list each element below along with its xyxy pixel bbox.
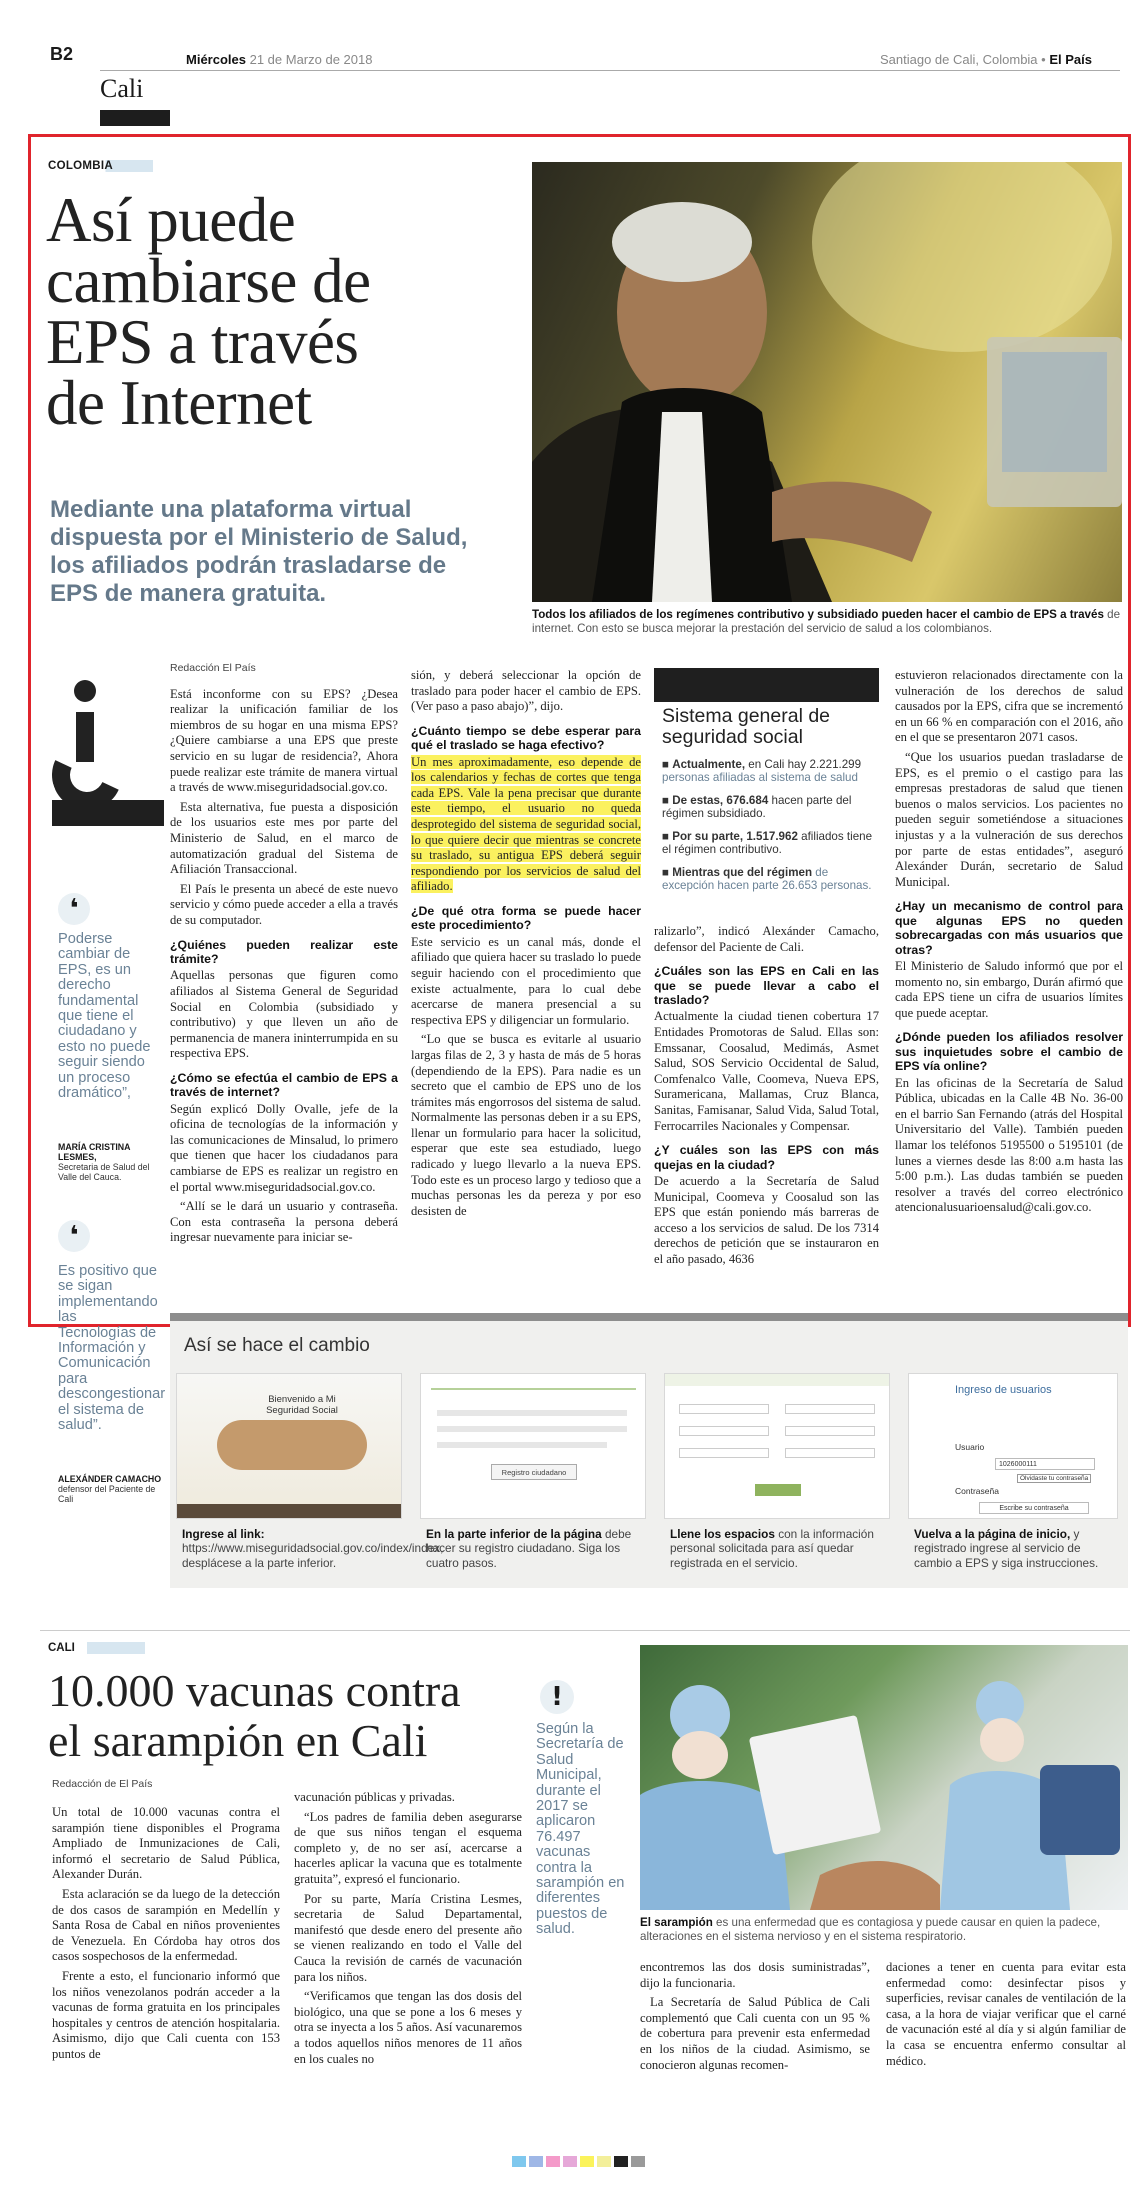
hands-illustration [217,1420,367,1470]
infobox-item-4-bold: Mientras que del régimen [672,866,813,879]
article2-photo [640,1645,1128,1910]
article1-column-3 [654,924,879,1272]
col3-p1: ralizarlo”, indicó Alexánder Camacho, defensor del Paciente de Cali. [654,924,879,954]
a2-col2-p3: Por su parte, María Cristina Lesmes, secretaria de Salud Departamental, manifestó que desde enero del presente año se vienen realizando en todo el Valle del Cauca la revisión de carnés de vacunación para los niños. [294,1891,522,1984]
a2-col3-p1: encontremos las dos dosis suministradas”, dijo la funcionaria. [640,1960,870,1990]
col2-question-2: ¿De qué otra forma se puede hacer este procedimiento? [411,903,641,933]
masthead-day: Miércoles [186,52,246,67]
a2-col1-p3: Frente a esto, el funcionario informó que los niños venezolanos podrán acceder a la vacunas de forma gratuita en los principales hospitales y centros de atención hospitalaria. Asimismo, dijo que Cali cuenta con 153 puntos de [52,1968,280,2061]
infobox-item-1: ■ Actualmente, en Cali hay 2.221.299 personas afiliadas al sistema de salud [654,758,879,784]
screen3-field-3 [679,1426,769,1436]
section-label: Cali [100,74,144,103]
article2-photo-caption [640,1916,1128,1945]
col4-question-1: ¿Hay un mecanismo de control para que algunas EPS no queden sobrecargadas con más usuarios que otras? [895,899,1123,957]
col1-p5: Según explicó Dolly Ovalle, jefe de la oficina de tecnologías de la información y las comunicaciones de Minsalud, lo primero que tienen que hacer los ciudadanos para cambiarse de EPS es realizar un registro en el portal www.miseguridadsocial.gov.co. [170,1101,398,1194]
article2-headline-line-1: 10.000 vacunas contra [48,1665,461,1716]
step-2-bold: En la parte inferior de la página [426,1527,602,1541]
caption-rest: de internet. Con esto se busca mejorar la prestación del servicio de salud a los colombianos. [532,608,1121,636]
howto-step-1 [182,1527,444,1570]
screen2-form-line-2 [437,1426,627,1432]
article2-caption-bold: El sarampión [640,1916,713,1929]
screen3-header [665,1374,889,1386]
howto-screenshot-4 [908,1373,1118,1519]
screen3-field-2 [785,1404,875,1414]
swatch-yellow-2 [597,2156,611,2167]
headline-line-1: Así puede [46,185,296,255]
infobox-item-2-bold: De estas, 676.684 [672,794,769,807]
screen3-field-4 [785,1426,875,1436]
masthead-date [186,52,372,67]
step-1-text: https://www.miseguridadsocial.gov.co/index/index, desplácese a la parte inferior. [182,1541,444,1570]
col4-p2: “Que los usuarios puedan trasladarse de EPS, es el premio o el castigo para las empresas prestadoras de salud que tienen buenos o malos servicios. Los pacientes no pueden seguir sometiéndose a situaciones injustas y a la vulneración de sus derechos por parte de estas entidades”, aseguró Alexánder Durán, secretario de Salud Municipal. [895,749,1123,889]
infobox-item-3: ■ Por su parte, 1.517.962 afiliados tiene el régimen contributivo. [662,830,873,856]
vaccination-scene [640,1645,1128,1910]
screen4-user-input[interactable]: 1026000111 [995,1458,1095,1470]
col3-p3: De acuerdo a la Secretaría de Salud Municipal, Coomeva y Coosalud son las EPS que están poniendo más barreras de acceso a los servicios de salud. De los 7314 derechos de petición que se instauraron en el año pasado, 4636 [654,1173,879,1266]
howto-step-3 [670,1527,890,1570]
exclamation-icon: ! [540,1680,574,1714]
print-color-bar [512,2156,645,2167]
infobox-item-1-bold: Actualmente, [672,758,746,771]
screen1-footer-bar [177,1504,401,1518]
masthead-date-text: 21 de Marzo de 2018 [249,52,373,67]
headline-line-3: EPS a través [46,307,359,377]
infobox [654,668,879,896]
howto-screenshot-2 [420,1373,646,1519]
article1-photo-caption [532,608,1122,637]
subhead-line-1: Mediante una plataforma virtual [50,496,412,523]
col4-p3: El Ministerio de Saludo informó que por el momento no, sin embargo, Durán afirmó que cada EPS tiene un cifra de usuarios límites que puede aceptar. [895,958,1123,1020]
screen3-field-1 [679,1404,769,1414]
col1-p4: Aquellas personas que figuren como afiliados al Sistema General de Seguridad Social en Colombia (subsidiado y contributivo) y que lleven un año de permanencia de manera ininterrumpida en su respectiva EPS. [170,968,398,1061]
col3-question-2: ¿Y cuáles son las EPS con más quejas en la ciudad? [654,1143,879,1172]
article2-top-rule [40,1630,1130,1631]
swatch-cyan [512,2156,526,2167]
col4-p4: En las oficinas de la Secretaría de Salud Pública, ubicadas en la Calle 4B No. 36-00 en el barrio San Fernando (atrás del Hospital Universitario del Valle). También pueden llamar los teléfonos 5195500 o 5195101 (de lunes a viernes desde las 8:00 a.m hasta las 5:00 p.m.). Las dudas también se pueden resolver a través del correo electrónico atencionalusuarioensalud@cali.gov.co. [895,1075,1123,1215]
howto-step-2 [426,1527,646,1570]
pull-quote-2-credit [58,1468,164,1504]
article1-byline: Redacción El País [170,662,256,674]
infobox-bar [654,668,879,702]
headline-line-4: de Internet [46,368,312,438]
infobox-item-3-bold: Por su parte, 1.517.962 [672,830,798,843]
a2-col4-p1: daciones a tener en cuenta para evitar esta enfermedad como: desinfectar pisos y superficies, revisar canales de ventilación de la casa, a la hora de viajar verificar que el carné de vacunación esté al día y si algún familiar de la casa se encuentra enfermo consultar al médico. [886,1960,1126,2068]
col2-p4: “Lo que se busca es evitarle al usuario largas filas de 2, 3 y hasta de más de 5 horas (dependiendo de la EPS). Para nadie es un secreto que el cambio de EPS uno de los trámites más engorrosos del sistema de salud. Normalmente las personas deben ir a su EPS, llenar un formulario para hacer la solicitud, esperar que este sea estudiado, luego radicado y luego llevarlo a la nueva EPS. Todo este es un proceso largo y tedioso que a muchas personas les da pereza y por eso desisten de [411,1032,641,1218]
article2-column-3 [640,1960,870,2077]
masthead-city: Santiago de Cali, Colombia [880,52,1038,67]
pull-quote-1-credit [58,1136,164,1182]
pull-quote-2-name: ALEXÁNDER CAMACHO [58,1474,162,1484]
article2-column-4 [886,1960,1126,2073]
col4-p1: estuvieron relacionados directamente con la vulneración de los derechos de salud causados por la EPS, cifra que se incrementó en un 66 % en comparación con el 2016, año en el que se presentaron 2071 casos. [895,668,1123,745]
quote-open-icon-2: ❛ [58,1220,90,1252]
article2-headline [48,1666,608,1766]
howto-step-4 [914,1527,1118,1570]
masthead-location: Santiago de Cali, Colombia • El País [880,52,1092,67]
article2-caption-rest: es una enfermedad que es contagiosa y puede causar en quien la padece, alteraciones en el sistema nervioso y en el sistema respiratorio. [640,1916,1101,1944]
screen1-title: Bienvenido a Mi Seguridad Social [266,1394,338,1416]
article1-column-2 [411,668,641,1223]
subhead-line-2: dispuesta por el Ministerio de Salud, [50,524,468,551]
screen2-progress [431,1388,636,1398]
screen4-title: Ingreso de usuarios [955,1384,1052,1396]
pull-quote-2: Es positivo que se sigan implementando las Tecnologías de Información y Comunicación para descongestionar el sistema de salud”. [58,1263,166,1434]
a2-col2-p4: “Verificamos que tengan las dos dosis del biológico, una que se pone a los 6 meses y otra se inyecta a los 5 años. Así vacunaremos a todos aquellos niños menores de 11 años en los cuales no [294,1989,522,2066]
sidebar-bar [52,800,164,826]
col4-question-2: ¿Dónde pueden los afiliados resolver sus inquietudes sobre el cambio de EPS vía online? [895,1030,1123,1074]
caption-bold: Todos los afiliados de los regímenes contributivo y subsidiado pueden hacer el cambio de EPS a través [532,608,1104,621]
a2-col1-p1: Un total de 10.000 vacunas contra el sarampión tiene disponibles el Programa Ampliado de Inmunizaciones de Cali, informó el secretario de Salud Pública, Alexander Durán. [52,1805,280,1882]
swatch-black [614,2156,628,2167]
screen4-forgot-link[interactable]: Olvidaste tu contraseña [1017,1474,1091,1483]
article2-pull-quote: Según la Secretaría de Salud Municipal, durante el 2017 se aplicaron 76.497 vacunas contra la sarampión en diferentes puestos de salud. [536,1721,625,1938]
screen4-user-label: Usuario [955,1442,985,1452]
subhead-line-3: los afiliados podrán trasladarse de [50,552,447,579]
infobox-item-3-text: afiliados tiene el régimen contributivo. [662,830,873,856]
infobox-item-1-sub: personas afiliadas al sistema de salud [662,771,858,784]
howto-title: Así se hace el cambio [184,1335,370,1356]
howto-screenshot-1 [176,1373,402,1519]
step-1-bold: Ingrese al link: [182,1527,265,1541]
swatch-pink [563,2156,577,2167]
screen2-register-button[interactable]: Registro ciudadano [491,1464,577,1480]
infobox-item-2-text: hacen parte del régimen subsidiado. [662,794,852,820]
col3-question-1: ¿Cuáles son las EPS en Cali en las que se puede llevar a cabo el traslado? [654,964,879,1007]
step-4-bold: Vuelva a la página de inicio, [914,1527,1071,1541]
masthead-paper: El País [1049,52,1092,67]
swatch-blue [529,2156,543,2167]
pull-quote-1-name: MARÍA CRISTINA LESMES, [58,1142,131,1162]
article1-headline [46,185,526,438]
a2-col1-p2: Esta aclaración se da luego de la detección de dos casos de sarampión en Medellín y Santa Rosa de Cabal en niños provenientes de Venezuela. En Córdoba hay otros dos casos sospechosos de la enfermedad. [52,1886,280,1964]
infobox-title: Sistema general de seguridad social [662,705,831,748]
article1-column-4 [895,668,1123,1220]
col1-p3: El País le presenta un abecé de este nuevo servicio y cómo puede acceder a ella a través de su computador. [170,881,398,927]
screen4-pass-label: Contraseña [955,1486,999,1496]
step-3-text: con la información personal solicitada para así quedar registrada en el servicio. [670,1527,874,1570]
col1-p2: Esta alternativa, fue puesta a disposición de los usuarios este mes por parte del Ministerio de Salud, en el marco de automatización gradual del Sistema de Afiliación Transaccional. [170,799,398,877]
article2-kicker [48,1642,145,1654]
howto-panel [170,1313,1128,1588]
article1-kicker [48,160,153,172]
screen2-form-line-1 [437,1410,627,1416]
screen4-login-button[interactable]: Escribe su contraseña [979,1502,1089,1514]
swatch-magenta [546,2156,560,2167]
col2-question-1: ¿Cuánto tiempo se debe esperar para qué el traslado se haga efectivo? [411,723,641,753]
col1-question-1: ¿Quiénes pueden realizar este trámite? [170,937,398,966]
infobox-item-4: ■ Mientras que del régimen de excepción hacen parte 26.653 personas. [662,866,872,892]
article2-byline: Redacción de El País [52,1778,153,1790]
photo-scene [532,162,1122,602]
article1-subhead [50,496,540,608]
col1-question-2: ¿Cómo se efectúa el cambio de EPS a través de internet? [170,1070,398,1100]
section-bar [100,110,170,126]
pull-quote-2-role: defensor del Paciente de Cali [58,1484,156,1504]
pull-quote-1-role: Secretaria de Salud del Valle del Cauca. [58,1162,150,1182]
article2-column-2 [294,1790,522,2071]
article2-column-1 [52,1805,280,2067]
col2-p1: sión, y deberá seleccionar la opción de traslado para poder hacer el cambio de EPS. (Ver paso a paso abajo)”, dijo. [411,668,641,714]
subhead-line-4: EPS de manera gratuita. [50,580,327,607]
swatch-gray [631,2156,645,2167]
screen3-field-6 [785,1448,875,1458]
pull-quote-1: Poderse cambiar de EPS, es un derecho fundamental que tiene el ciudadano y esto no puede seguir siendo un proceso dramático”, [58,931,151,1102]
howto-screenshot-3 [664,1373,890,1519]
article2-headline-line-2: el sarampión en Cali [48,1715,428,1766]
screen3-field-5 [679,1448,769,1458]
col1-p1: Está inconforme con su EPS? ¿Desea realizar la unificación familiar de los miembros de su hogar en una misma EPS? ¿Quiere cambiarse a una EPS que preste servicio en su lugar de residencia?, Ahora puede realizar este trámite de manera virtual a través de www.miseguridadsocial.gov.co. [170,686,398,795]
col2-highlighted-text: Un mes aproximadamente, eso depende de los calendarios y fechas de cortes que tenga cada EPS. Vale la pena precisar que durante este tiempo, el usuario no queda desprotegido del sistema de seguridad social, lo que quiere decir que mientras se concrete su traslado, su antigua EPS deberá seguir respondiendo por los servicios de salud del afiliado. [411,754,641,894]
article1-column-1 [170,661,398,1250]
swatch-yellow [580,2156,594,2167]
a2-col2-p1: vacunación públicas y privadas. [294,1790,455,1804]
article1-kicker-text: COLOMBIA [48,160,114,172]
col3-p2: Actualmente la ciudad tienen cobertura 17 Entidades Promotoras de Salud. Ellas son: Emssanar, Coosalud, Medimás, Asmet Salud, SOS Servicio Occidental de Salud, Comfenalco Valle, Coomeva, Nueva EPS, Suramericana, Mallamas, Cruz Blanca, Sanitas, Famisanar, Salud Vida, Salud Total, Ferrocarriles Nacionales y Compensar. [654,1009,879,1133]
col2-p3: Este servicio es un canal más, donde el afiliado que quiera hacer su traslado lo puede seguir haciendo con el procedimiento que existe actualmente, para lo cual debe acercarse de manera presencial a su respectiva EPS y diligenciar un formulario. [411,934,641,1027]
screen2-form-line-3 [437,1442,607,1448]
headline-line-2: cambiarse de [46,246,371,316]
article1-photo [532,162,1122,602]
infobox-item-1-text: en Cali hay 2.221.299 [748,758,862,771]
article2-kicker-text: CALI [48,1642,75,1654]
a2-col2-p2: “Los padres de familia deben asegurarse de que sus niños tengan el esquema completo y, de no ser así, acercarse a hacerles aplicar la vacuna que es totalmente gratuita”, expresó el funcionario. [294,1809,522,1886]
screen3-submit[interactable] [755,1484,801,1496]
masthead-rule [100,70,1120,71]
step-3-bold: Llene los espacios [670,1527,775,1541]
step-4-text: y registrado ingrese al servicio de cambio a EPS y siga instrucciones. [914,1527,1099,1570]
step-2-text: debe hacer su registro ciudadano. Siga los cuatro pasos. [426,1527,632,1570]
infobox-item-4-text: de excepción hacen parte 26.653 personas. [662,866,872,892]
infobox-item-2: ■ De estas, 676.684 hacen parte del régimen subsidiado. [662,794,852,820]
col1-p6: “Allí se le dará un usuario y contraseña. Con esta contraseña la persona deberá ingresar nuevamente para iniciar se- [170,1199,398,1245]
a2-col3-p2: La Secretaría de Salud Pública de Cali complementó que Cali cuenta con un 95 % de cobertura para prevenir esta enfermedad en los niños de la ciudad. Asimismo, se conocieron algunas recomen- [640,1995,870,2072]
quote-open-icon-1: ❛ [58,893,90,925]
page-number: B2 [50,44,74,64]
